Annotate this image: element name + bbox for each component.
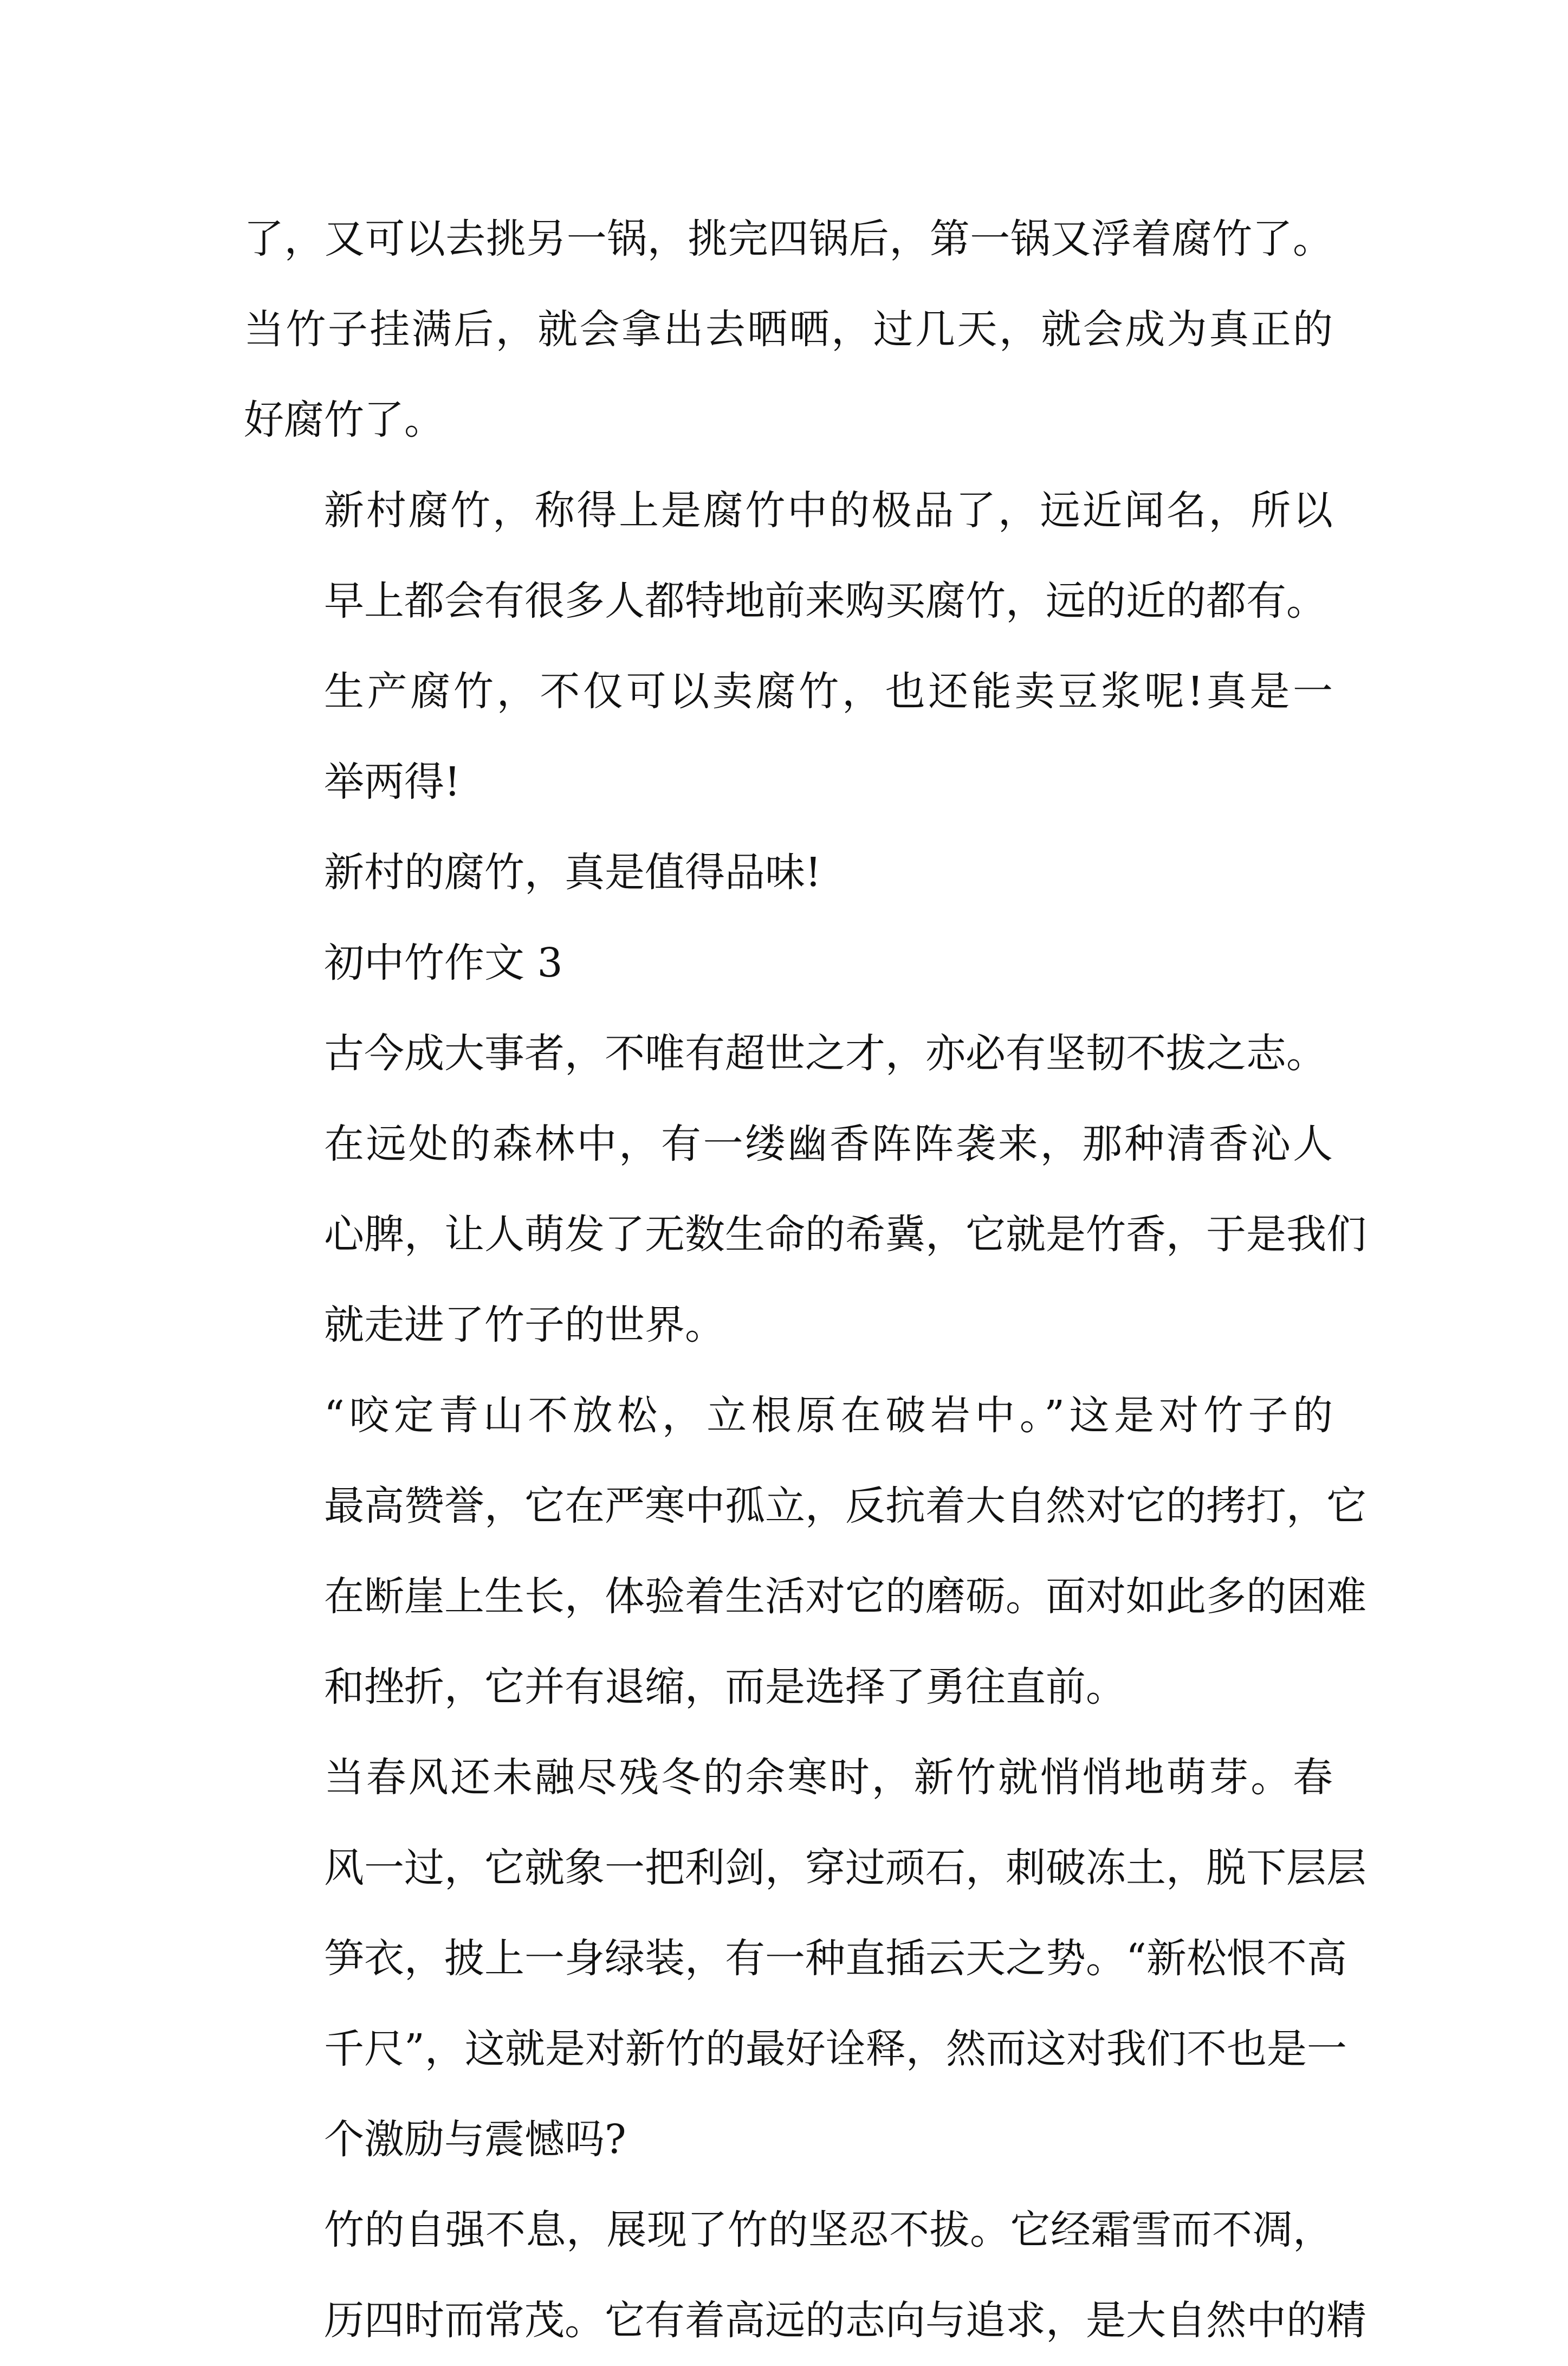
text-line: 和挫折，它并有退缩，而是选择了勇往直前。: [324, 1664, 1126, 1710]
section-heading: [244, 918, 1333, 1009]
text-line: 千尺”，这就是对新竹的最好诠释，然而这对我们不也是一: [324, 2026, 1347, 2072]
text-line: 历四时而常茂。它有着高远的志向与追求，是大自然中的精: [324, 2297, 1366, 2344]
text-line: 最高赞誉，它在严寒中孤立，反抗着大自然对它的拷打，它: [324, 1483, 1366, 1529]
text-line: 生产腐竹，不仅可以卖腐竹，也还能卖豆浆呢!真是一: [324, 668, 1333, 715]
paragraph: [244, 1099, 1366, 1371]
text-line: 举两得!: [324, 759, 461, 805]
paragraph: [244, 828, 1333, 918]
text-line: 早上都会有很多人都特地前来购买腐竹，远的近的都有。: [324, 578, 1326, 624]
text-line: 新村的腐竹，真是值得品味!: [324, 849, 821, 896]
paragraph: [244, 2185, 1366, 2366]
text-line: 在断崖上生长，体验着生活对它的磨砺。面对如此多的困难: [324, 1573, 1366, 1620]
text-line: 个激励与震憾吗?: [324, 2116, 626, 2163]
text-line: 古今成大事者，不唯有超世之才，亦必有坚韧不拔之志。: [324, 1030, 1326, 1077]
text-line: 风一过，它就象一把利剑，穿过顽石，刺破冻土，脱下层层: [324, 1845, 1366, 1891]
text-line: 了，又可以去挑另一锅，挑完四锅后，第一锅又浮着腐竹了。: [244, 216, 1333, 262]
text-line: 在远处的森林中，有一缕幽香阵阵袭来，那种清香沁人: [324, 1121, 1333, 1167]
paragraph: [244, 466, 1333, 647]
text-line: 笋衣，披上一身绿装，有一种直插云天之势。“新松恨不高: [324, 1935, 1347, 1982]
text-line: 竹的自强不息，展现了竹的坚忍不拔。它经霜雪而不凋，: [324, 2207, 1333, 2253]
paragraph: [244, 194, 1333, 466]
text-line: 心脾，让人萌发了无数生命的希冀，它就是竹香，于是我们: [324, 1211, 1366, 1258]
heading-text: 初中竹作文 3: [324, 940, 563, 986]
article-body: [244, 194, 1366, 2366]
paragraph: [244, 1371, 1366, 1733]
text-line: 当竹子挂满后，就会拿出去晒晒，过几天，就会成为真正的: [244, 306, 1333, 353]
text-line: 新村腐竹，称得上是腐竹中的极品了，远近闻名，所以: [324, 487, 1333, 534]
paragraph: [244, 1009, 1333, 1099]
paragraph: [244, 647, 1333, 828]
text-line: “咬定青山不放松，立根原在破岩中。”这是对竹子的: [324, 1392, 1333, 1439]
text-line: 就走进了竹子的世界。: [324, 1302, 725, 1348]
text-line: 好腐竹了。: [244, 397, 444, 443]
text-line: 当春风还未融尽残冬的余寒时，新竹就悄悄地萌芽。春: [324, 1754, 1333, 1801]
paragraph: [244, 1733, 1366, 2185]
